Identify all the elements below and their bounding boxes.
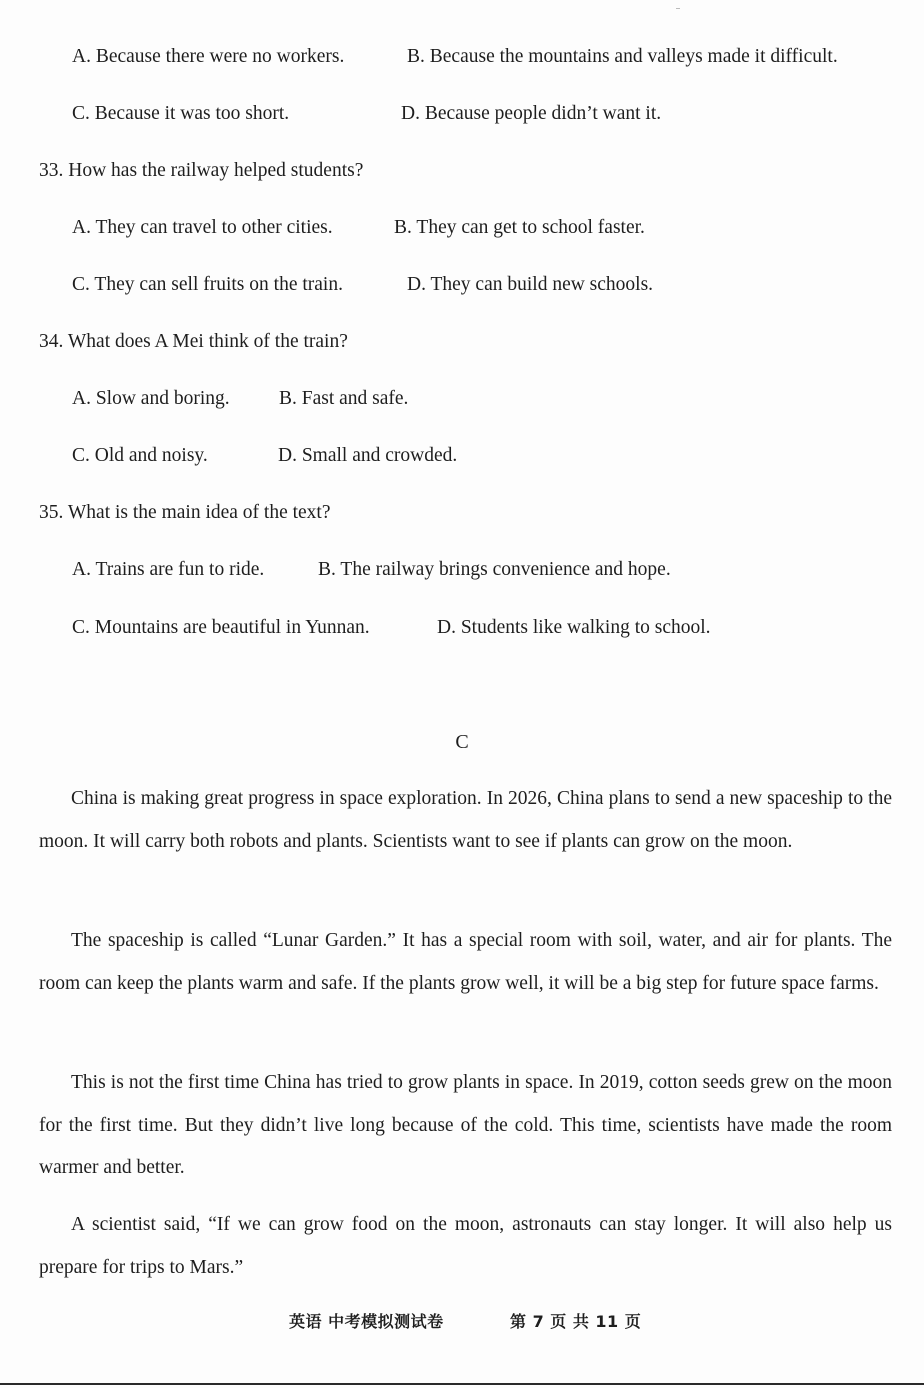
q33-question: 33. How has the railway helped students? xyxy=(39,160,364,181)
footer-exam-title: 英语 中考模拟测试卷 xyxy=(289,1312,444,1331)
q35-question: 35. What is the main idea of the text? xyxy=(39,502,331,523)
q32-option-a: A. Because there were no workers. xyxy=(72,46,345,67)
q32-option-c: C. Because it was too short. xyxy=(72,103,290,124)
q34-option-b: B. Fast and safe. xyxy=(279,388,409,409)
q33-option-d: D. They can build new schools. xyxy=(407,274,654,295)
section-c-heading: C xyxy=(455,731,469,753)
q32-option-b: B. Because the mountains and valleys made it difficult. xyxy=(407,46,838,67)
section-c-paragraph-1: China is making great progress in space exploration. In 2026, China plans to send a new spaceship to the moon. It will carry both robots and plants. Scientists want to see if plants can grow on the moon. xyxy=(39,788,892,852)
scan-mark xyxy=(676,8,680,9)
section-c-paragraph-4: A scientist said, “If we can grow food on the moon, astronauts can stay longer. It will also help us prepare for trips to Mars.” xyxy=(39,1214,892,1278)
footer-page-info: 第 7 页 共 11 页 xyxy=(510,1312,642,1331)
q34-question: 34. What does A Mei think of the train? xyxy=(39,331,348,352)
bottom-edge-divider xyxy=(0,1383,924,1385)
section-c-paragraph-2: The spaceship is called “Lunar Garden.” It has a special room with soil, water, and air for plants. The room can keep the plants warm and safe. If the plants grow well, it will be a big step for future space farms. xyxy=(39,930,892,994)
q35-option-d: D. Students like walking to school. xyxy=(437,617,711,638)
q33-option-a: A. They can travel to other cities. xyxy=(72,217,333,238)
section-c-paragraph-3: This is not the first time China has tried to grow plants in space. In 2019, cotton seeds grew on the moon for the first time. But they didn’t live long because of the cold. This time, scientists have made the room warmer and better. xyxy=(39,1072,892,1178)
q34-option-c: C. Old and noisy. xyxy=(72,445,208,466)
q35-option-a: A. Trains are fun to ride. xyxy=(72,559,265,580)
q32-option-d: D. Because people didn’t want it. xyxy=(401,103,662,124)
q33-option-c: C. They can sell fruits on the train. xyxy=(72,274,343,295)
q34-option-a: A. Slow and boring. xyxy=(72,388,230,409)
q35-option-c: C. Mountains are beautiful in Yunnan. xyxy=(72,617,370,638)
q34-option-d: D. Small and crowded. xyxy=(278,445,458,466)
q35-option-b: B. The railway brings convenience and hope. xyxy=(318,559,671,580)
q33-option-b: B. They can get to school faster. xyxy=(394,217,645,238)
